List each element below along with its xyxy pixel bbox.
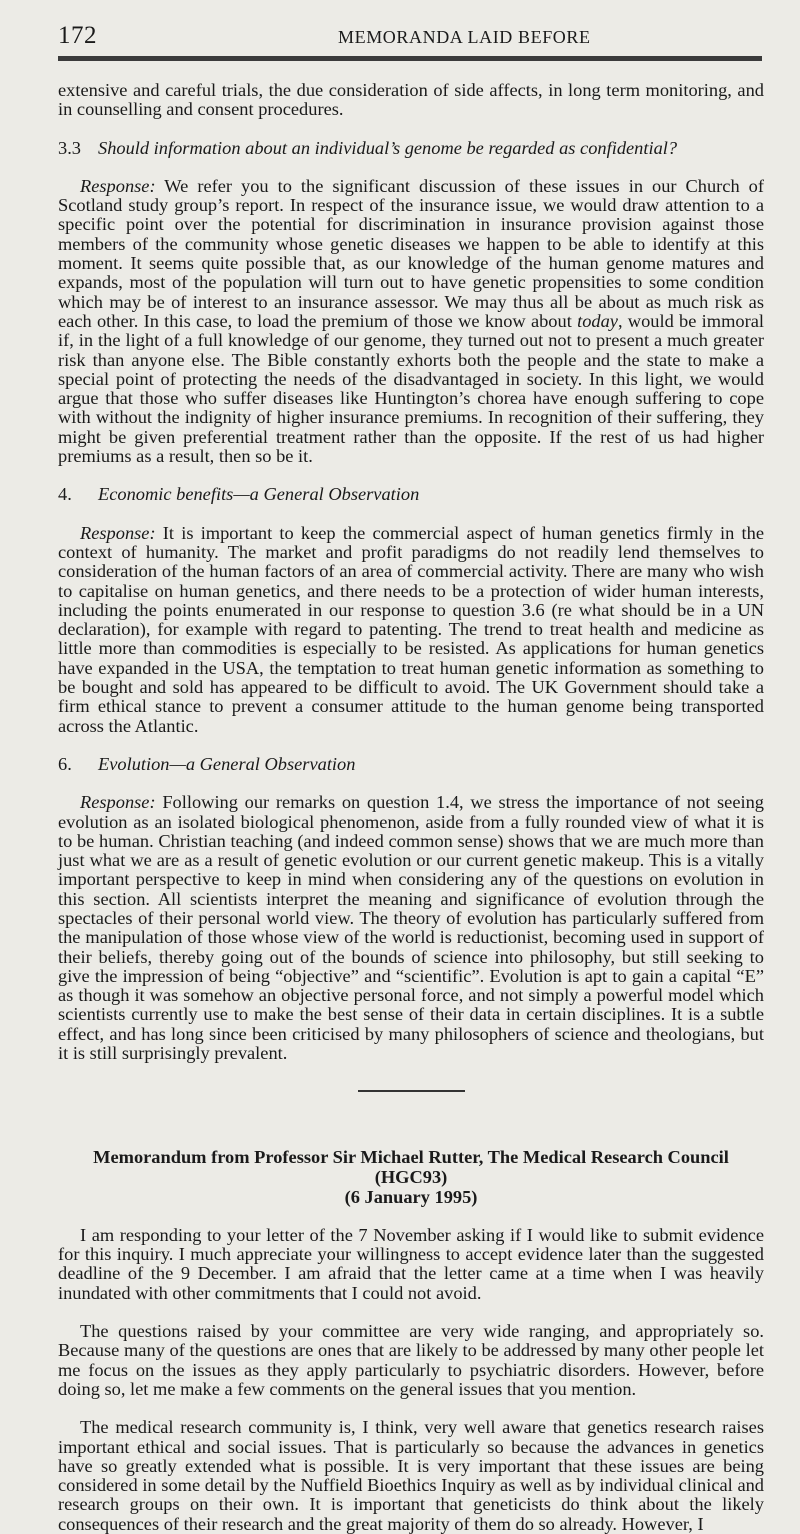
page-header (0, 0, 800, 74)
question-number: 6. (58, 753, 72, 774)
response-text-a: We refer you to the significant discussion of these issues in our Church of Scotland study group’s report. In respect of the insurance issue, we would draw attention to a specific point over the potential for discrimination in insurance provision against those members of the community whose genetic diseases we happen to be able to identify at this moment. It seems quite possible that, as our knowledge of the human genome matures and expands, most of the population will turn out to have genetic propensities to some condition which may be of interest to an insurance assessor. We may thus all be about as much risk as each other. In this case, to load the premium of those we know about (58, 175, 764, 331)
section-divider (358, 1090, 465, 1092)
response-text: Following our remarks on question 1.4, we stress the importance of not seeing evolution as an isolated biological phenomenon, aside from a fully rounded view of what it is to be human. Christian teaching (and indeed common sense) shows that we are much more than just what we are as a result of genetic evolution or our current genetic makeup. This is a vitally important perspective to keep in mind when considering any of the questions on evolution in this section. All scientists interpret the meaning and significance of evolution through the spectacles of their personal world view. The theory of evolution has particularly suffered from the manipulation of those whose view of the world is reductionist, becoming used in support of their beliefs, thereby going out of the bounds of science into philosophy, but still seeking to give the impression of being “objective” and “scientific”. Evolution is apt to gain a capital “E” as though it was somehow an objective personal force, and not simply a powerful model which scientists currently use to make the best sense of their data in certain disciplines. It is a subtle effect, and has long since been criticised by many philosophers of science and theologians, but it is still surprisingly prevalent. (58, 792, 764, 1064)
paragraph-continued: extensive and careful trials, the due consideration of side affects, in long term monitoring, and in counselling and consent procedures. (58, 80, 764, 120)
memorandum-heading: Memorandum from Professor Sir Michael Rutter, The Medical Research Council (HGC93) (93, 1146, 729, 1187)
response-6 (58, 793, 764, 1063)
question-number: 4. (58, 484, 72, 505)
page-number: 172 (58, 22, 97, 49)
memo-paragraph-3: The medical research community is, I think, very well aware that genetics research raises important ethical and social issues. That is particularly so because the advances in genetics have so greatly extended what is possible. It is very important that these issues are being considered in some detail by the Nuffield Bioethics Inquiry as well as by individual clinical and research groups on their own. It is important that geneticists do think about the likely consequences of their research and the great majority of them do so already. However, I (58, 1417, 764, 1534)
response-label: Response: (80, 792, 156, 813)
document-body (58, 81, 764, 1534)
response-label: Response: (80, 175, 156, 196)
response-4 (58, 524, 764, 736)
response-3-3 (58, 177, 764, 466)
question-heading-6 (58, 755, 764, 774)
response-text: It is important to keep the commercial aspect of human genetics firmly in the context of humanity. The market and profit paradigms do not readily lend themselves to consideration of the human factors of an area of commercial activity. There are many who wish to capitalise on human genetics, and there needs to be a protection of wider human interests, including the points enumerated in our response to question 3.6 (re what should be in a UN declaration), for example with regard to patenting. The trend to treat health and medicine as little more than commodities is especially to be resisted. As applications for human genetics have expanded in the USA, the temptation to treat human genetic information as something to be bought and sold has appeared to be difficult to avoid. The UK Government should take a firm ethical stance to prevent a consumer attitude to the human genome being transported across the Atlantic. (58, 522, 764, 736)
memorandum-date: (6 January 1995) (344, 1186, 478, 1207)
question-text: Should information about an individual’s genome be regarded as confidential? (98, 137, 678, 158)
running-head: MEMORANDA LAID BEFORE (338, 27, 591, 47)
question-text: Economic benefits—a General Observation (98, 484, 420, 505)
memo-paragraph-1: I am responding to your letter of the 7 November asking if I would like to submit evidence for this inquiry. I much appreciate your willingness to accept evidence later than the suggested deadline of the 9 December. I am afraid that the letter came at a time when I was heavily inundated with other commitments that I could not avoid. (58, 1224, 764, 1303)
response-text-b: , would be immoral if, in the light of a full knowledge of our genome, they turned out not to present a much greater risk than anyone else. The Bible constantly exhorts both the people and the state to make a special point of protecting the needs of the disadvantaged in society. In this light, we would argue that those who suffer diseases like Huntington’s chorea have enough suffering to cope with without the indignity of higher insurance premiums. In recognition of their suffering, they might be given preferential treatment rather than the opposite. If the rest of us had higher premiums as a result, then so be it. (58, 310, 764, 467)
question-number: 3.3 (58, 137, 81, 158)
memo-paragraph-2: The questions raised by your committee are very wide ranging, and appropriately so. Because many of the questions are ones that are likely to be addressed by many other people let me focus on the issues as they apply particularly to psychiatric disorders. However, before doing so, let me make a few comments on the general issues that you mention. (58, 1321, 764, 1399)
response-label: Response: (80, 522, 156, 543)
question-heading-3-3 (58, 139, 764, 158)
response-emphasis: today (577, 310, 618, 331)
question-heading-4 (58, 485, 764, 504)
question-text: Evolution—a General Observation (98, 753, 356, 774)
header-rule (58, 56, 762, 61)
